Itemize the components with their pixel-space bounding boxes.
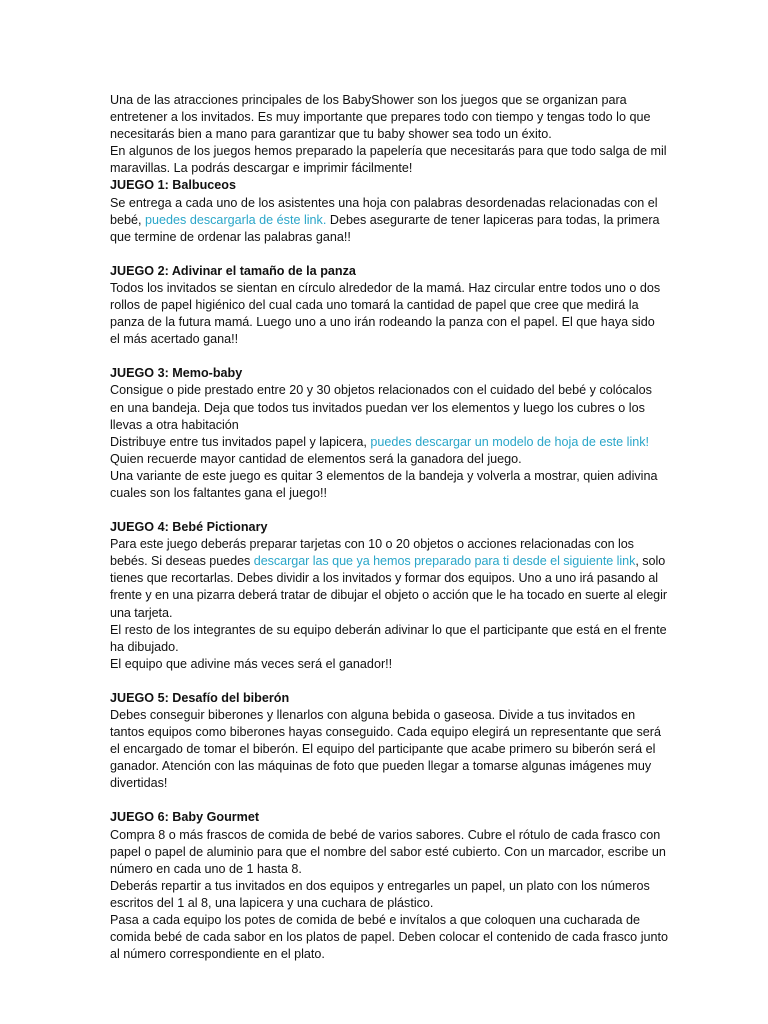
game-1-text-end: Debes asegurarte de tener lapiceras para todas, la primera que termine de ordenar las palabras gana!! <box>110 212 660 244</box>
game-4-text-end: , solo tienes que recortarlas. Debes dividir a los invitados y formar dos equipos. Uno a uno irá pasando al frente y en una pizarra deberá tratar de dibujar el objeto o acción que le ha tocado en suerte al elegir una tarjeta. <box>110 554 667 620</box>
game-3-text-2-start: Distribuye entre tus invitados papel y lapicera, <box>110 434 371 449</box>
game-5-text: Debes conseguir biberones y llenarlos con alguna bebida o gaseosa. Divide a tus invitados en tantos equipos como biberones hayas conseguido. Cada equipo elegirá un representante que será el encargado de tomar el biberón. El equipo del participante que acabe primero su biberón será el ganador. Atención con las máquinas de foto que pueden llegar a tomarse algunas imágenes muy divertidas! <box>110 708 662 791</box>
game-6-heading: JUEGO 6: Baby Gourmet <box>110 810 260 825</box>
spacer <box>110 673 668 690</box>
spacer <box>110 502 668 519</box>
game-4-text-3: El equipo que adivine más veces será el ganador!! <box>110 656 393 671</box>
intro-paragraph: Una de las atracciones principales de los BabyShower son los juegos que se organizan para entretener a los invitados. Es muy importante que prepares todo con tiempo y tengas todo lo que necesitarás bien a mano para garantizar que tu baby shower sea todo un éxito. <box>110 93 651 142</box>
game-3-text: Consigue o pide prestado entre 20 y 30 objetos relacionados con el cuidado del bebé y colócalos en una bandeja. Deja que todos tus invitados puedan ver los elementos y luego los cubres o los llevas a otra habitación <box>110 383 652 432</box>
game-6-text-2: Deberás repartir a tus invitados en dos equipos y entregarles un papel, un plato con los números escritos del 1 al 8, una lapicera y una cuchara de plástico. <box>110 878 650 910</box>
game-1-heading: JUEGO 1: Balbuceos <box>110 178 236 193</box>
spacer <box>110 246 668 263</box>
spacer <box>110 792 668 809</box>
game-4-text-start: Para este juego deberás preparar tarjetas con 10 o 20 objetos o acciones relacionadas con los bebés. Si deseas puedes <box>110 537 634 569</box>
game-3-heading: JUEGO 3: Memo-baby <box>110 366 243 381</box>
game-2-heading: JUEGO 2: Adivinar el tamaño de la panza <box>110 263 356 278</box>
game-2-text: Todos los invitados se sientan en círculo alrededor de la mamá. Haz circular entre todos uno o dos rollos de papel higiénico del cual cada uno tomará la cantidad de papel que cree que medirá la panza de la futura mamá. Luego uno a uno irán rodeando la panza con el papel. El que haya sido el más acertado gana!! <box>110 280 661 347</box>
game-1-download-link[interactable]: puedes descargarla de éste link. <box>145 212 327 227</box>
game-4-download-link[interactable]: descargar las que ya hemos preparado para ti desde el siguiente link <box>253 554 636 569</box>
game-3-text-3: Una variante de este juego es quitar 3 elementos de la bandeja y volverla a mostrar, quien adivina cuales son los faltantes gana el juego!! <box>110 468 658 500</box>
game-3-text-2 <box>110 434 668 468</box>
spacer <box>110 348 668 365</box>
game-6-text: Compra 8 o más frascos de comida de bebé de varios sabores. Cubre el rótulo de cada frasco con papel o papel de aluminio para que el nombre del sabor esté cubierto. Con un marcador, escribe un número en cada uno de 1 hasta 8. <box>110 827 666 876</box>
game-3-download-link[interactable]: puedes descargar un modelo de hoja de este link! <box>370 434 650 449</box>
game-4-text-2: El resto de los integrantes de su equipo deberán adivinar lo que el participante que está en el frente ha dibujado. <box>110 622 667 654</box>
game-4-text <box>110 536 668 621</box>
game-4-heading: JUEGO 4: Bebé Pictionary <box>110 520 268 535</box>
intro-paragraph-2: En algunos de los juegos hemos preparado la papelería que necesitarás para que todo salga de mil maravillas. La podrás descargar e imprimir fácilmente! <box>110 144 667 176</box>
game-1-text <box>110 195 668 246</box>
game-1-text-start: Se entrega a cada uno de los asistentes una hoja con palabras desordenadas relacionadas con el bebé, <box>110 195 658 227</box>
game-5-heading: JUEGO 5: Desafío del biberón <box>110 690 290 705</box>
game-3-text-2-end: Quien recuerde mayor cantidad de elementos será la ganadora del juego. <box>110 451 522 466</box>
game-6-text-3: Pasa a cada equipo los potes de comida de bebé e invítalos a que coloquen una cucharada de comida bebé de cada sabor en los platos de papel. Deben colocar el contenido de cada frasco junto al número correspondiente en el plato. <box>110 913 668 962</box>
